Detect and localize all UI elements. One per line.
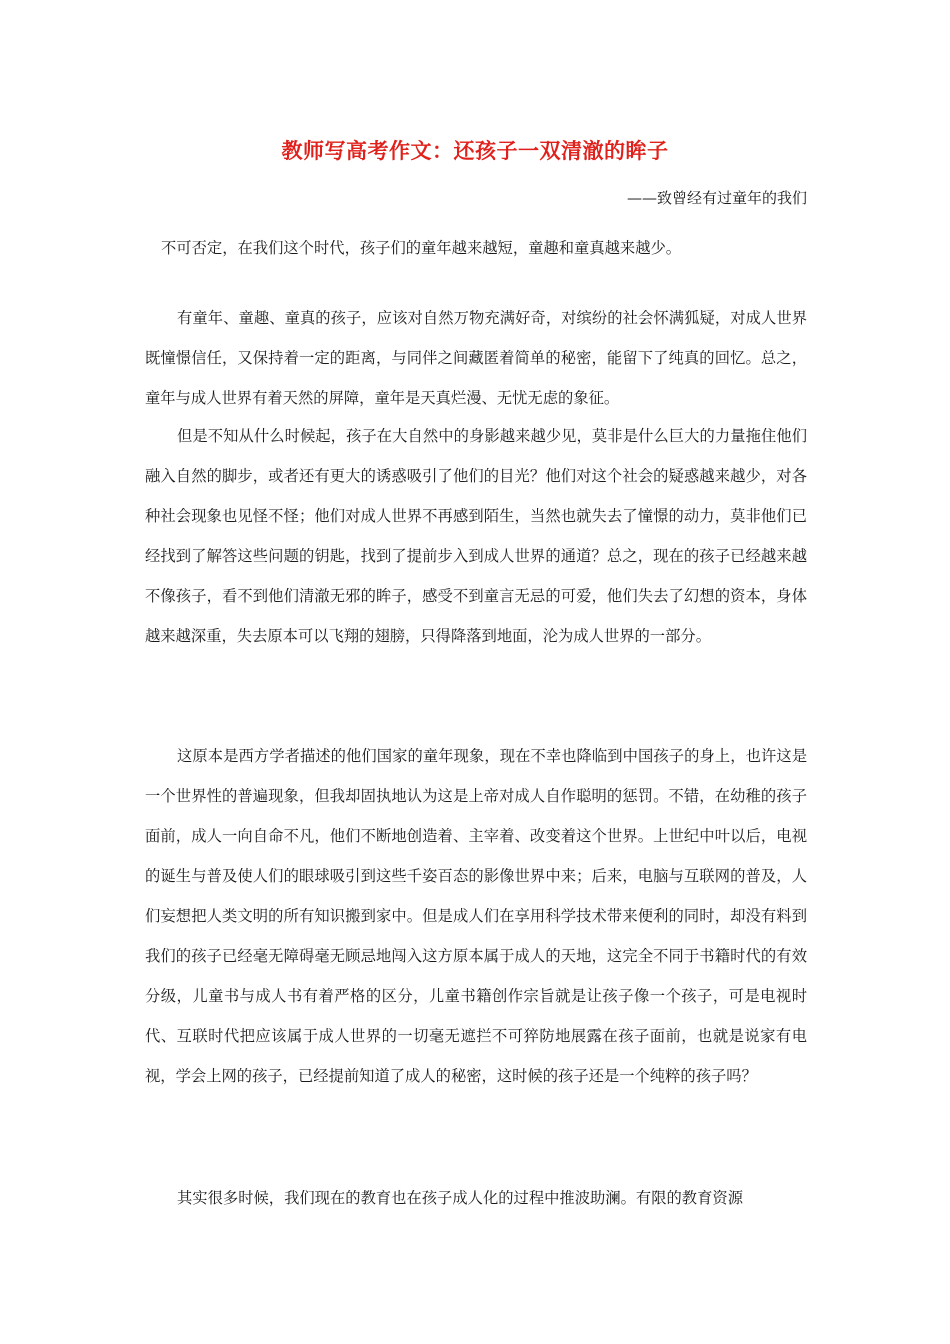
paragraph-education: 其实很多时候，我们现在的教育也在孩子成人化的过程中推波助澜。有限的教育资源 xyxy=(177,1189,743,1207)
paragraph-change: 但是不知从什么时候起，孩子在大自然中的身影越来越少见，莫非是什么巨大的力量拖住他们融入自然的脚步，或者还有更大的诱惑吸引了他们的目光？他们对这个社会的疑惑越来越少，对各种社会现象也见怪不怪；他们对成人世界不再感到陌生，当然也就失去了憧憬的动力，莫非他们已经找到了解答这些问题的钥匙，找到了提前步入到成人世界的通道？总之，现在的孩子已经越来越不像孩子，看不到他们清澈无邪的眸子，感受不到童言无忌的可爱，他们失去了幻想的资本，身体越来越深重，失去原本可以飞翔的翅膀，只得降落到地面，沦为成人世界的一部分。 xyxy=(145,427,807,645)
document-title: 教师写高考作文：还孩子一双清澈的眸子 xyxy=(281,138,669,164)
document-subtitle: ——致曾经有过童年的我们 xyxy=(626,189,807,207)
paragraph-western-phenomenon: 这原本是西方学者描述的他们国家的童年现象，现在不幸也降临到中国孩子的身上，也许这是一个世界性的普遍现象，但我却固执地认为这是上帝对成人自作聪明的惩罚。不错，在幼稚的孩子面前，成人一向自命不凡，他们不断地创造着、主宰着、改变着这个世界。上世纪中叶以后，电视的诞生与普及使人们的眼球吸引到这些千姿百态的影像世界中来；后来，电脑与互联网的普及，人们妄想把人类文明的所有知识搬到家中。但是成人们在享用科学技术带来便利的同时，却没有料到我们的孩子已经毫无障碍毫无顾忌地闯入这方原本属于成人的天地，这完全不同于书籍时代的有效分级，儿童书与成人书有着严格的区分，儿童书籍创作宗旨就是让孩子像一个孩子，可是电视时代、互联时代把应该属于成人世界的一切毫无遮拦不可猝防地展露在孩子面前，也就是说家有电视，学会上网的孩子，已经提前知道了成人的秘密，这时候的孩子还是一个纯粹的孩子吗？ xyxy=(145,747,807,1085)
paragraph-childhood: 有童年、童趣、童真的孩子，应该对自然万物充满好奇，对缤纷的社会怀满狐疑，对成人世界既憧憬信任，又保持着一定的距离，与同伴之间藏匿着简单的秘密，能留下了纯真的回忆。总之，童年与成人世界有着天然的屏障，童年是天真烂漫、无忧无虑的象征。 xyxy=(145,309,807,407)
paragraph-intro: 不可否定，在我们这个时代，孩子们的童年越来越短，童趣和童真越来越少。 xyxy=(161,239,682,257)
